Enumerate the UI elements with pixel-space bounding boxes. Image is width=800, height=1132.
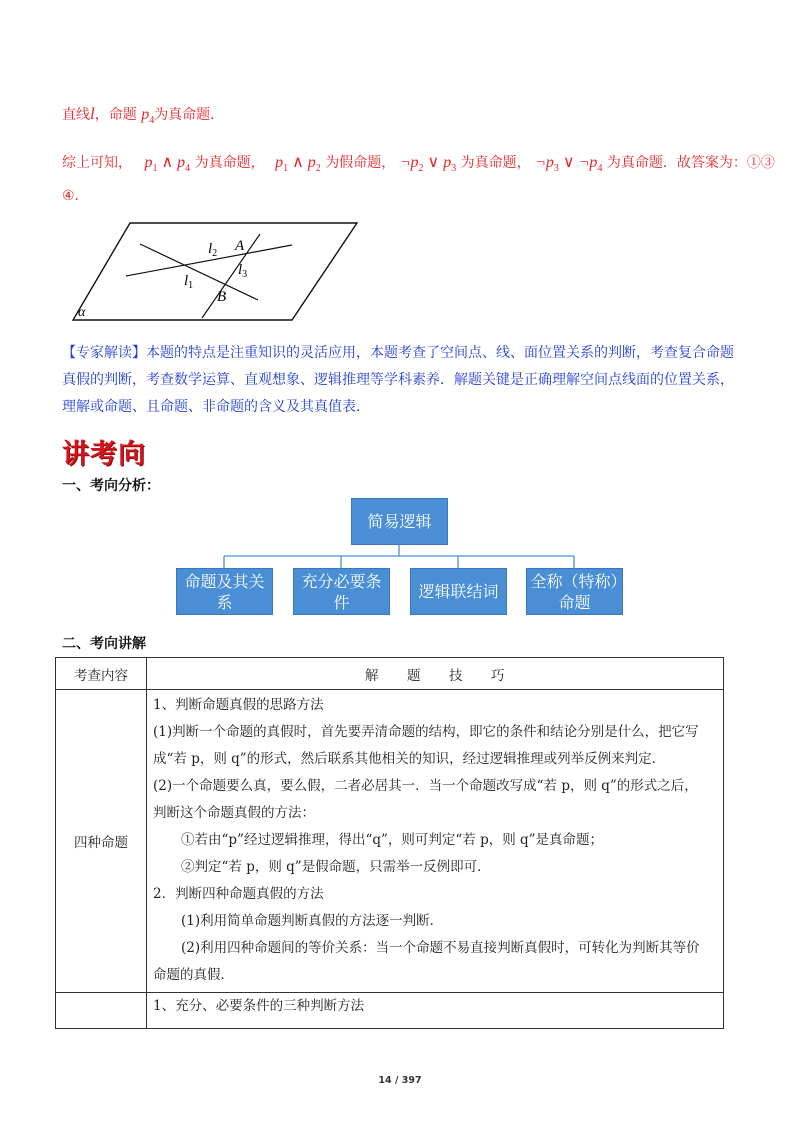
math-expr-3: $\neg p_2$ ∨ $p_3$ bbox=[399, 154, 457, 175]
math-expr-4: $\neg p_3$ ∨ $\neg p_4$ bbox=[535, 154, 603, 175]
label-alpha: α bbox=[78, 305, 86, 320]
method-table bbox=[55, 657, 724, 1029]
solution-text: 为真命题， bbox=[460, 155, 531, 171]
content-line: 1、充分、必要条件的三种判断方法 bbox=[153, 998, 365, 1014]
diagram-root-node: 简易逻辑 bbox=[351, 498, 448, 545]
content-line: (2)一个命题要么真，要么假，二者必居其一．当一个命题改写成“若 p，则 q”的形式之后， bbox=[153, 778, 698, 794]
diagram-node-conditions: 充分必要条件 bbox=[293, 568, 390, 615]
label-l3: $l_3$ bbox=[238, 262, 248, 280]
label-B: B bbox=[217, 289, 227, 305]
expert-line: 真假的判断，考查数学运算、直观想象、逻辑推理等学科素养．解题关键是正确理解空间点线面的位置关系， bbox=[62, 372, 734, 388]
solution-text: 为真命题， bbox=[194, 155, 265, 171]
solution-text: 直线 bbox=[62, 107, 90, 123]
content-line: 判断这个命题真假的方法： bbox=[153, 805, 315, 821]
content-line: 1、判断命题真假的思路方法 bbox=[153, 697, 324, 713]
diagram-node-connectives: 逻辑联结词 bbox=[410, 568, 507, 615]
math-expr-1: $p_1$ ∧ $p_4$ bbox=[144, 154, 191, 175]
table-header-row bbox=[56, 658, 724, 690]
solution-text: ，命题 bbox=[94, 107, 142, 123]
section-banner: 讲考向 bbox=[62, 439, 146, 470]
table-row bbox=[56, 690, 724, 993]
header-techniques: 解 题 技 巧 bbox=[147, 658, 724, 690]
row-label-empty bbox=[56, 993, 147, 1029]
solution-text: 为真命题． bbox=[154, 107, 225, 123]
content-line: (2)利用四种命题间的等价关系：当一个命题不易直接判断真假时，可转化为判断其等价 bbox=[181, 940, 700, 956]
row-label-four-propositions: 四种命题 bbox=[56, 690, 147, 993]
row-content-conditions bbox=[147, 993, 724, 1029]
label-A: A bbox=[235, 238, 245, 254]
expert-line: 【专家解读】本题的特点是注重知识的灵活应用，本题考查了空间点、线、面位置关系的判断，考查复合命题 bbox=[62, 345, 734, 361]
solution-line-3: ④. bbox=[62, 188, 80, 204]
page-number: 14 / 397 bbox=[378, 1075, 422, 1086]
table-row bbox=[56, 993, 724, 1029]
content-line: ①若由“p”经过逻辑推理，得出“q”，则可判定“若 p，则 q”是真命题； bbox=[181, 832, 604, 848]
solution-text: 为假命题， bbox=[325, 155, 396, 171]
diagram-node-quantifiers: 全称（特称）命题 bbox=[526, 568, 623, 615]
section-heading-1: 一、考向分析： bbox=[62, 478, 160, 494]
header-content: 考查内容 bbox=[56, 658, 147, 690]
math-var-l: l bbox=[90, 104, 95, 123]
expert-line: 理解或命题、且命题、非命题的含义及其真值表. bbox=[62, 399, 361, 415]
content-line: 2．判断四种命题真假的方法 bbox=[153, 886, 324, 902]
math-expr-2: $p_1$ ∧ $p_2$ bbox=[275, 154, 321, 175]
solution-text: 综上可知， bbox=[62, 155, 132, 171]
math-p4: $p_4$ bbox=[141, 106, 155, 127]
diagram-node-propositions: 命题及其关系 bbox=[176, 568, 273, 615]
row-content-four-propositions bbox=[147, 690, 724, 993]
section-heading-2: 二、考向讲解 bbox=[62, 636, 146, 652]
content-line: 命题的真假． bbox=[153, 967, 234, 983]
solution-text: 为真命题．故答案为：①③ bbox=[606, 155, 775, 171]
content-line: ②判定“若 p，则 q”是假命题，只需举一反例即可． bbox=[181, 859, 491, 875]
label-l2: $l_2$ bbox=[208, 241, 218, 259]
content-line: (1)利用简单命题判断真假的方法逐一判断． bbox=[181, 913, 444, 929]
content-line: 成“若 p，则 q”的形式，然后联系其他相关的知识，经过逻辑推理或列举反例来判定． bbox=[153, 751, 666, 767]
content-line: (1)判断一个命题的真假时，首先要弄清命题的结构，即它的条件和结论分别是什么，把它写 bbox=[153, 724, 699, 740]
label-l1: $l_1$ bbox=[184, 273, 194, 291]
